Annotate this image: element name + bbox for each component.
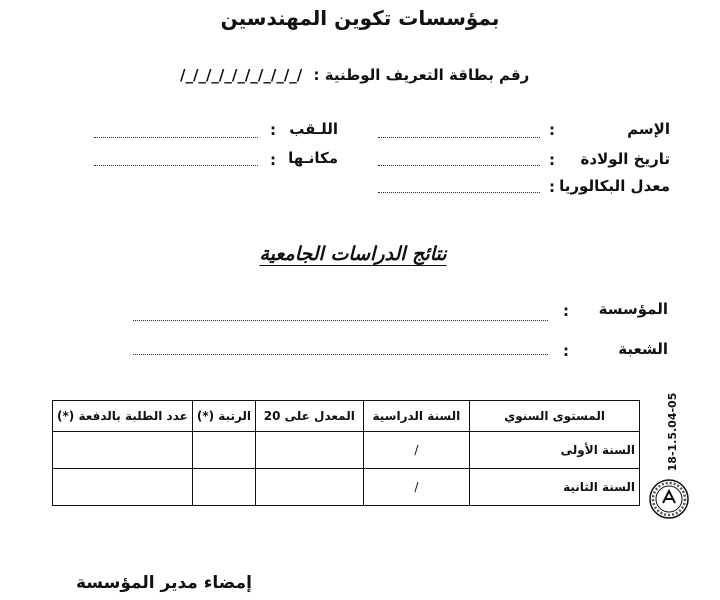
header-academic-year: السنة الدراسية <box>363 401 470 432</box>
branch-colon: : <box>563 342 569 360</box>
birth-date-field[interactable] <box>378 165 540 166</box>
national-id-line <box>180 66 552 84</box>
header-rank: الرتبة (*) <box>192 401 255 432</box>
academic-year-cell[interactable]: / <box>363 432 470 469</box>
name-field[interactable] <box>378 137 540 138</box>
header-annual-level: المستوى السنوي <box>470 401 640 432</box>
name-label: الإسم <box>627 120 670 138</box>
surname-label: اللـقب <box>289 120 338 138</box>
table-header-row <box>53 401 640 432</box>
branch-label: الشعبة <box>618 340 668 358</box>
table-row <box>53 432 640 469</box>
average-cell[interactable] <box>256 432 364 469</box>
results-table <box>52 400 640 506</box>
official-stamp-icon <box>648 478 690 520</box>
row-label: السنة الأولى <box>470 432 640 469</box>
birth-place-colon: : <box>270 151 276 169</box>
surname-colon: : <box>270 121 276 139</box>
bac-average-colon: : <box>549 178 555 196</box>
rank-cell[interactable] <box>192 469 255 506</box>
national-id-label: رقم بطاقة التعريف الوطنية : <box>313 66 530 84</box>
academic-year-cell[interactable]: / <box>363 469 470 506</box>
birth-place-field[interactable] <box>94 165 258 166</box>
table-row <box>53 469 640 506</box>
header-class-size: عدد الطلبة بالدفعة (*) <box>53 401 193 432</box>
bac-average-label: معدل البكالوريا <box>559 177 670 195</box>
institution-label: المؤسسة <box>598 300 668 318</box>
form-code-text: 18-1.5.04-05 <box>666 392 679 472</box>
row-label: السنة الثانية <box>470 469 640 506</box>
birth-place-label: مكانـها <box>288 149 338 167</box>
page-title: بمؤسسات تكوين المهندسين <box>220 6 500 30</box>
birth-date-label: تاريخ الولادة <box>580 150 670 168</box>
class-size-cell[interactable] <box>53 469 193 506</box>
institution-field[interactable] <box>133 320 548 321</box>
average-cell[interactable] <box>256 469 364 506</box>
surname-field[interactable] <box>94 137 258 138</box>
birth-date-colon: : <box>549 151 555 169</box>
name-colon: : <box>549 121 555 139</box>
bac-average-field[interactable] <box>378 192 540 193</box>
section-title: نتائج الدراسات الجامعية <box>259 243 447 265</box>
national-id-blank[interactable]: /_/_/_/_/_/_/_/_/_/ <box>180 66 303 84</box>
institution-colon: : <box>563 302 569 320</box>
rank-cell[interactable] <box>192 432 255 469</box>
class-size-cell[interactable] <box>53 432 193 469</box>
header-average-out-of-20: المعدل على 20 <box>256 401 364 432</box>
form-code <box>643 392 703 472</box>
branch-field[interactable] <box>133 354 548 355</box>
director-signature-label: إمضاء مدير المؤسسة <box>76 573 252 593</box>
